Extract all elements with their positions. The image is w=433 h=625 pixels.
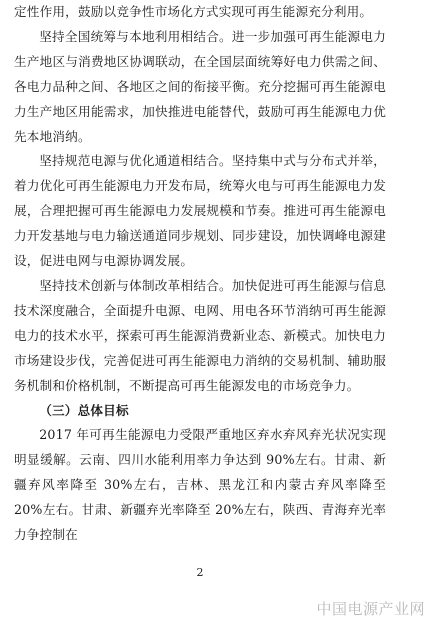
paragraph-3: 坚持规范电源与优化通道相结合。坚持集中式与分布式并举，着力优化可再生能源电力开发布局，统筹火电与可再生能源电力发展，合理把握可再生能源电力发展规模和节奏。推进可再生能源电力开发基地与电力输送通道同步规划、同步建设，加快调峰电源建设，促进电网与电源协调发展。 <box>14 153 386 269</box>
paragraph-2: 坚持全国统筹与本地利用相结合。进一步加强可再生能源电力生产地区与消费地区协调联动，在全国层面统筹好电力供需之间、各电力品种之间、各地区之间的衔接平衡。充分挖掘可再生能源电力生产地区用能需求，加快推进电能替代，鼓励可再生能源电力优先本地消纳。 <box>14 28 386 144</box>
watermark: 中国电源产业网 <box>316 600 425 618</box>
paragraph-1: 定性作用，鼓励以竞争性市场化方式实现可再生能源充分利用。 <box>14 4 373 19</box>
document-body <box>14 0 386 548</box>
target-paragraph: 2017 年可再生能源电力受限严重地区弃水弃风弃光状况实现明显缓解。云南、四川水能利用率力争达到 90%左右。甘肃、新疆弃风率降至 30%左右，吉林、黑龙江和内蒙古弃风率降至 20%左右。甘肃、新疆弃光率降至 20%左右，陕西、青海弃光率力争控制在 <box>14 427 386 543</box>
section-heading: （三）总体目标 <box>39 402 129 418</box>
page-number: 2 <box>196 566 204 579</box>
paragraph-4: 坚持技术创新与体制改革相结合。加快促进可再生能源与信息技术深度融合，全面提升电源、电网、用电各环节消纳可再生能源电力的技术水平，探索可再生能源消费新业态、新模式。加快电力市场建设步伐，完善促进可再生能源电力消纳的交易机制、辅助服务机制和价格机制，不断提高可再生能源发电的市场竞争力。 <box>14 277 386 393</box>
